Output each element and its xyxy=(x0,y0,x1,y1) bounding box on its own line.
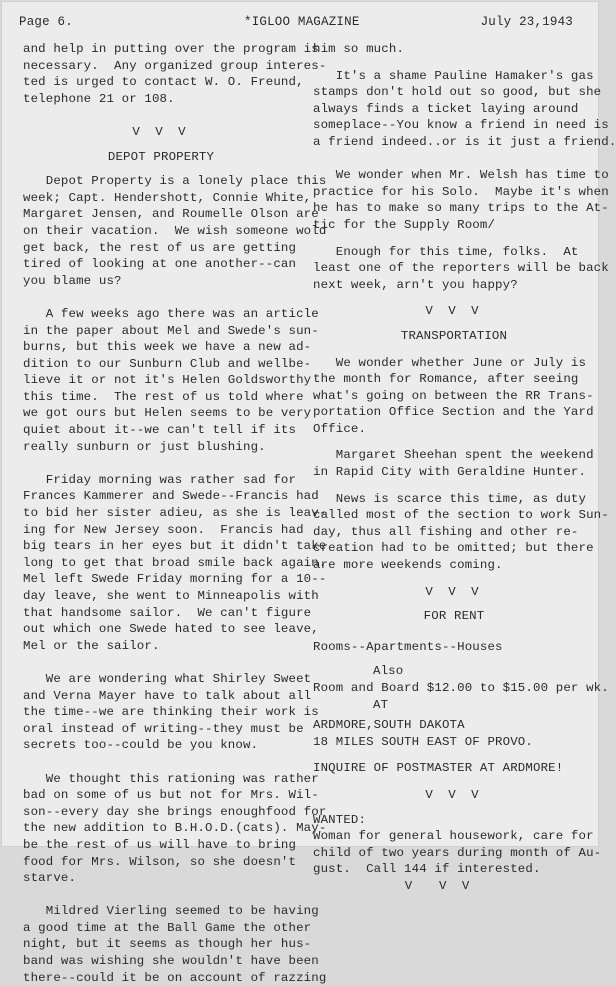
text-line: to bid her sister adieu, as she is leav- xyxy=(23,506,327,521)
text-line: quiet about it--we can't tell if its xyxy=(23,423,297,438)
magazine-page xyxy=(1,1,616,985)
text-line: day leave, she went to Minneapolis with xyxy=(23,589,319,603)
text-line: the month for Romance, after seeing xyxy=(313,372,579,387)
text-line: night, but it seems as though her hus- xyxy=(23,937,312,952)
wanted-ad xyxy=(313,812,602,878)
text-line: Margaret Sheehan spent the weekend xyxy=(313,448,594,463)
page-header xyxy=(19,15,573,33)
text-line: food for Mrs. Wilson, so she doesn't xyxy=(23,854,297,869)
for-rent-ad xyxy=(313,608,609,777)
section-title-depot-property: DEPOT PROPERTY xyxy=(107,149,215,164)
paragraph xyxy=(23,306,319,455)
text-line: on their vacation. We wish someone wold xyxy=(23,223,327,238)
text-line: this time. The rest of us told where xyxy=(23,389,304,404)
paragraph xyxy=(313,447,595,480)
text-line: you blame us? xyxy=(23,273,122,288)
text-line: son--every day she brings enoughfood for xyxy=(23,804,327,819)
text-line: stamps don't hold out so good, but she xyxy=(313,85,602,100)
text-line: him so much. xyxy=(313,42,405,56)
text-line: starve. xyxy=(23,871,77,886)
text-line: day, thus all fishing and other re- xyxy=(313,524,579,539)
section-separator: V V V xyxy=(425,304,483,319)
publication-title: *IGLOO MAGAZINE xyxy=(244,15,360,29)
text-line: Margaret Jensen, and Roumelle Olson are xyxy=(23,207,319,222)
text-line: long to get that broad smile back again. xyxy=(23,555,327,570)
intro-paragraph xyxy=(23,41,327,107)
text-line: telephone 21 or 108. xyxy=(23,91,175,106)
room-and-board-price: Room and Board $12.00 to $15.00 per wk. xyxy=(313,681,609,695)
text-line: We are wondering what Shirley Sweet xyxy=(23,671,312,686)
page-number: Page 6. xyxy=(19,15,73,29)
text-line: It's a shame Pauline Hamaker's gas xyxy=(313,68,594,83)
paragraph xyxy=(313,244,609,294)
text-line: called most of the section to work Sun- xyxy=(313,508,609,523)
text-line: Friday morning was rather sad for xyxy=(23,472,297,487)
text-line: in Rapid City with Geraldine Hunter. xyxy=(313,465,587,480)
section-title-transportation: TRANSPORTATION xyxy=(400,328,508,343)
text-line: we got ours but Helen seems to be very xyxy=(23,406,312,421)
text-line: creation had to be omitted; but there xyxy=(313,541,594,556)
text-line: News is scarce this time, as duty xyxy=(313,491,587,506)
paragraph xyxy=(23,173,327,289)
inquire-instructions: INQUIRE OF POSTMASTER AT ARDMORE! xyxy=(313,761,564,776)
text-line: Mel left Swede Friday morning for a 10-- xyxy=(23,572,327,587)
paragraph xyxy=(23,671,319,754)
text-line: a friend indeed..or is it just a friend. xyxy=(313,134,616,149)
text-line: Enough for this time, folks. At xyxy=(313,244,579,259)
section-separator: V V V xyxy=(132,124,190,139)
at-label: AT xyxy=(373,697,389,712)
text-line: that handsome sailor. We can't figure xyxy=(23,605,312,620)
text-line: oral instead of writing--they must be xyxy=(23,721,304,736)
text-line: Woman for general housework, care for xyxy=(313,829,594,844)
location-distance: 18 MILES SOUTH EAST OF PROVO. xyxy=(313,734,533,749)
text-line: he has to make so many trips to the At- xyxy=(313,201,609,216)
section-separator: V V V xyxy=(425,584,483,599)
text-line: big tears in her eyes but it didn't take xyxy=(23,539,327,554)
text-line: burns, but this week we have a new ad- xyxy=(23,340,312,355)
paragraph xyxy=(313,68,616,151)
wanted-title: WANTED: xyxy=(313,812,367,827)
text-line: really sunburn or just blushing. xyxy=(23,439,266,454)
text-line: Depot Property is a lonely place this xyxy=(23,174,327,189)
text-line: ing for New Jersey soon. Francis had xyxy=(23,522,304,537)
text-line: secrets too--could be you know. xyxy=(23,738,259,753)
text-line: a good time at the Ball Game the other xyxy=(23,920,312,935)
section-separator: V V V xyxy=(404,878,474,893)
section-separator: V V V xyxy=(425,787,483,802)
for-rent-title: FOR RENT xyxy=(423,609,485,624)
text-line: tired of looking at one another--can xyxy=(23,257,297,272)
text-line: lieve it or not it's Helen Goldsworthy xyxy=(23,373,312,388)
paragraph xyxy=(313,355,595,438)
text-line: in the paper about Mel and Swede's sun- xyxy=(23,323,319,338)
issue-date: July 23,1943 xyxy=(480,15,573,29)
left-column xyxy=(23,41,327,986)
text-line: band was wishing she wouldn't have been xyxy=(23,954,319,969)
text-line: and help in putting over the program is xyxy=(23,42,319,56)
text-line: and Verna Mayer have to talk about all xyxy=(23,688,312,703)
text-line: always finds a ticket laying around xyxy=(313,101,579,116)
text-line: ted is urged to contact W. O. Freund, xyxy=(23,75,304,90)
text-line: there--could it be on account of razzing xyxy=(23,970,327,985)
text-line: least one of the reporters will be back xyxy=(313,261,609,276)
text-line: Frances Kammerer and Swede--Francis had xyxy=(23,489,319,504)
paragraph xyxy=(23,771,327,887)
text-line: someplace--You know a friend in need is xyxy=(313,118,609,133)
rental-types: Rooms--Apartments--Houses xyxy=(313,639,503,654)
location-city: ARDMORE,SOUTH DAKOTA xyxy=(313,718,465,733)
text-line: Mel or the sailor. xyxy=(23,638,160,653)
text-line: Mildred Vierling seemed to be having xyxy=(23,904,319,919)
text-line: child of two years during month of Au- xyxy=(313,845,602,860)
continuation-line xyxy=(313,41,595,58)
text-line: dition to our Sunburn Club and wellbe- xyxy=(23,356,312,371)
right-column xyxy=(313,41,616,895)
text-line: portation Office Section and the Yard xyxy=(313,405,594,420)
text-line: are more weekends coming. xyxy=(313,558,503,573)
text-line: be the rest of us will have to bring xyxy=(23,837,297,852)
text-line: next week, arn't you happy? xyxy=(313,277,518,292)
text-line: Office. xyxy=(313,421,367,436)
text-line: We wonder when Mr. Welsh has time to xyxy=(313,168,609,183)
text-line: gust. Call 144 if interested. xyxy=(313,862,541,877)
text-line: A few weeks ago there was an article xyxy=(23,306,319,321)
text-line: get back, the rest of us are getting xyxy=(23,240,297,255)
text-line: the time--we are thinking their work is xyxy=(23,705,319,720)
also-label: Also xyxy=(373,664,404,679)
paragraph xyxy=(23,903,327,986)
text-line: out which one Swede hated to see leave, xyxy=(23,622,319,637)
text-line: what's going on between the RR Trans- xyxy=(313,388,594,403)
text-line: necessary. Any organized group interes- xyxy=(23,58,327,73)
text-line: the new addition to B.H.O.D.(cats). May- xyxy=(23,821,327,836)
text-line: We thought this rationing was rather xyxy=(23,771,319,786)
paragraph xyxy=(23,472,327,655)
text-line: tic for the Supply Room/ xyxy=(313,217,496,232)
paragraph xyxy=(313,491,609,574)
text-line: week; Capt. Hendershott, Connie White, xyxy=(23,190,312,205)
text-line: bad on some of us but not for Mrs. Wil- xyxy=(23,788,319,803)
paragraph xyxy=(313,167,609,233)
text-line: We wonder whether June or July is xyxy=(313,355,587,370)
text-line: practice for his Solo. Maybe it's when xyxy=(313,184,609,199)
